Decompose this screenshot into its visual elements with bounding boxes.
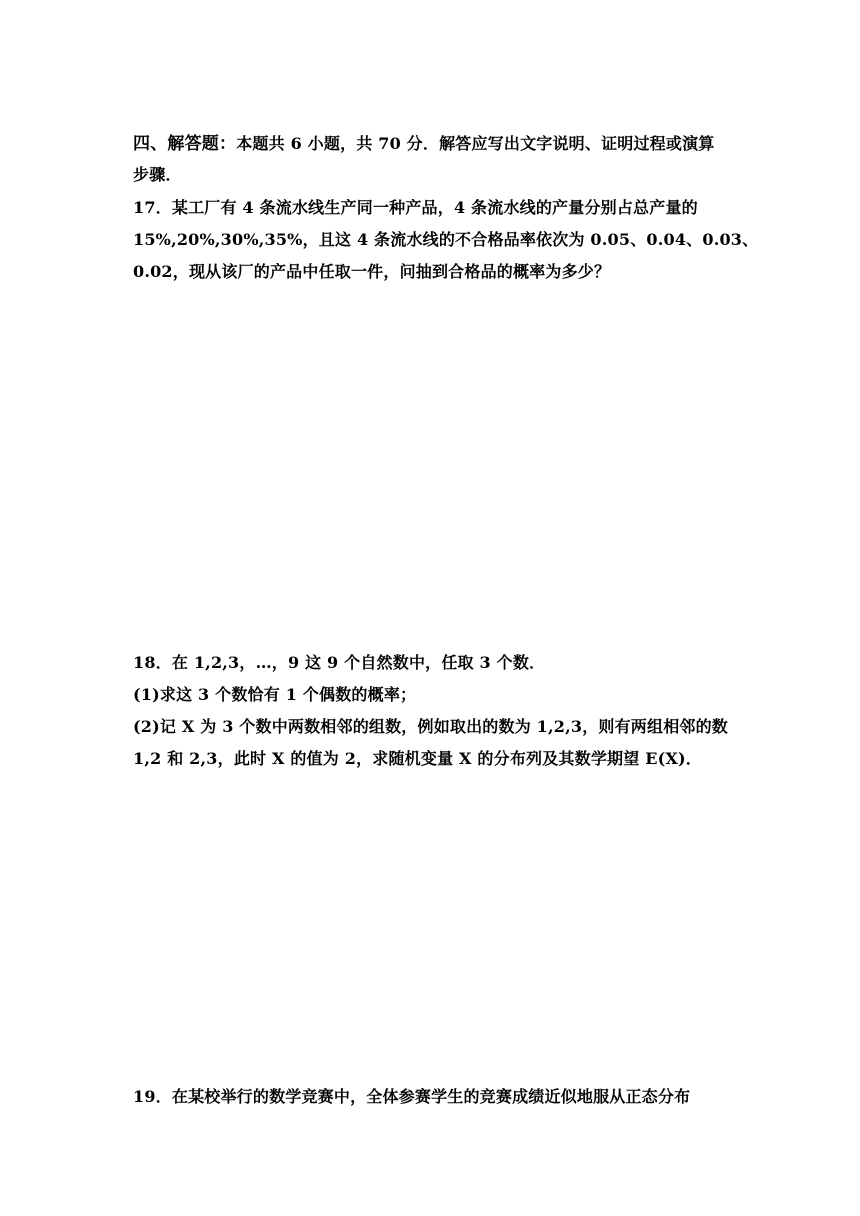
q17-line-1: 17．某工厂有 4 条流水线生产同一种产品，4 条流水线的产量分别占总产量的 [133, 198, 698, 217]
q18-line-1: 18．在 1,2,3，…，9 这 9 个自然数中，任取 3 个数． [133, 653, 546, 672]
section-instruction-cont: 步骤． [133, 165, 182, 184]
q17-line-3: 0.02，现从该厂的产品中任取一件，问抽到合格品的概率为多少？ [133, 262, 611, 281]
q19-line-1: 19．在某校举行的数学竞赛中，全体参赛学生的竞赛成绩近似地服从正态分布 [133, 1087, 691, 1106]
q18-line-4: 1,2 和 2,3，此时 X 的值为 2，求随机变量 X 的分布列及其数学期望 E(X)． [133, 749, 702, 768]
section-header-line-1 [133, 134, 714, 154]
q17-line-2: 15%,20%,30%,35%，且这 4 条流水线的不合格品率依次为 0.05、0.04、0.03、 [133, 230, 759, 249]
section-instruction: 本题共 6 小题，共 70 分．解答应写出文字说明、证明过程或演算 [236, 134, 715, 153]
q18-line-2: (1)求这 3 个数恰有 1 个偶数的概率； [133, 685, 417, 704]
q18-line-3: (2)记 X 为 3 个数中两数相邻的组数，例如取出的数为 1,2,3，则有两组相邻的数 [133, 717, 729, 736]
section-heading: 四、解答题： [133, 134, 237, 154]
